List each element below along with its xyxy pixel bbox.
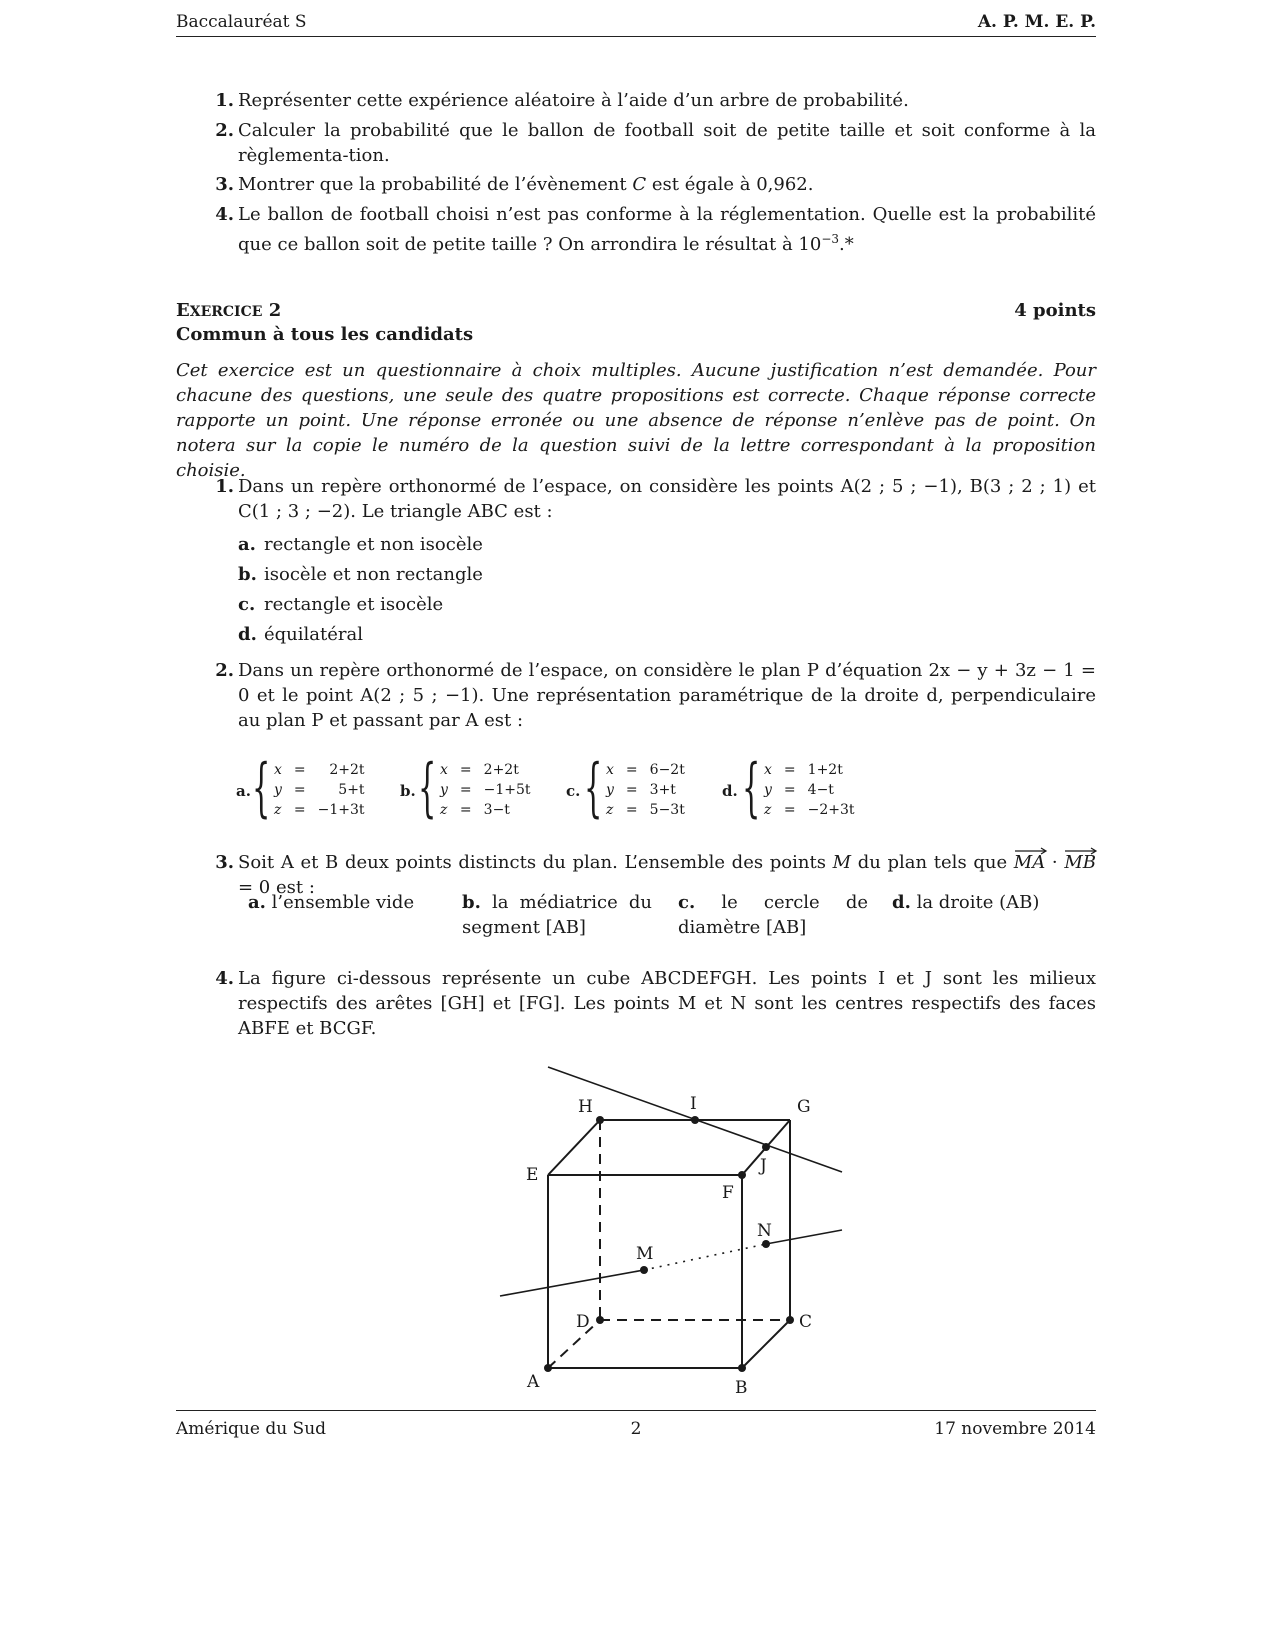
edge-AD	[548, 1320, 600, 1368]
q3-option-b: b. la médiatrice du segment [AB]	[462, 892, 652, 938]
page-footer	[176, 1410, 1096, 1441]
q2-system-c: c. { x = 6−2t y = 3+t z = 5−3t	[566, 751, 685, 825]
item-number: 2.	[215, 120, 234, 141]
q2-system-d: d. { x = 1+2t y = 4−t z = −2+3t	[722, 751, 855, 825]
label-A: A	[527, 1372, 540, 1392]
line-through-M	[500, 1270, 644, 1296]
label-C: C	[799, 1312, 813, 1332]
item-text: Montrer que la probabilité de l’évènement C est égale à 0,962.	[238, 174, 814, 195]
point-M	[640, 1266, 648, 1274]
point-A	[544, 1364, 552, 1372]
exercise-intro: Cet exercice est un questionnaire à choix multiples. Aucune justification n’est demandée. Pour chacune des questions, une seule des quatre propositions est correcte. Chaque réponse correcte rapporte un point. Une réponse erronée ou une absence de réponse n’enlève pas de point. On notera sur la copie le numéro de la question suivi de la lettre correspondant à la proposition choisie.	[176, 360, 1096, 481]
label-G: G	[797, 1097, 811, 1117]
point-B	[738, 1364, 746, 1372]
point-H	[596, 1116, 604, 1124]
edge-BC	[742, 1320, 790, 1368]
q1-option-c: c. rectangle et isocèle	[238, 594, 444, 615]
q3-option-a: a. l’ensemble vide	[248, 892, 415, 913]
exercise-title: EXERCICE 2	[176, 300, 282, 321]
point-J	[762, 1143, 770, 1151]
question-number: 3.	[215, 852, 234, 873]
exercise-points: 4 points	[1014, 300, 1096, 321]
question-text: Soit A et B deux points distincts du plan. L’ensemble des points M du plan tels que MA · MB = 0 est :	[238, 850, 1096, 900]
item-text: Le ballon de football choisi n’est pas conforme à la réglementation. Quelle est la probabilité que ce ballon soit de petite taille ? On arrondira le résultat à $10^{-3}.*$	[238, 204, 1096, 255]
question-text: La figure ci-dessous représente un cube ABCDEFGH. Les points I et J sont les milieux respectifs des arêtes [GH] et [FG]. Les points M et N sont les centres respectifs des faces ABFE et BCGF.	[238, 968, 1096, 1039]
item-text: Représenter cette expérience aléatoire à l’aide d’un arbre de probabilité.	[238, 90, 909, 111]
exercise-subtitle: Commun à tous les candidats	[176, 324, 474, 345]
item-text: Calculer la probabilité que le ballon de football soit de petite taille et soit conforme à la règlementa-tion.	[238, 120, 1096, 166]
point-I	[691, 1116, 699, 1124]
q1-option-b: b. isocèle et non rectangle	[238, 564, 483, 585]
q1-option-a: a. rectangle et non isocèle	[238, 534, 483, 555]
question-number: 1.	[215, 476, 234, 497]
item-number: 4.	[215, 204, 234, 225]
item-number: 3.	[215, 174, 234, 195]
footer-left: Amérique du Sud	[176, 1419, 327, 1439]
question-number: 4.	[215, 968, 234, 989]
point-F	[738, 1171, 746, 1179]
label-M: M	[636, 1244, 654, 1264]
label-I: I	[690, 1094, 697, 1114]
segment-MN	[644, 1244, 766, 1270]
edge-EH	[548, 1120, 600, 1175]
label-J: J	[760, 1156, 767, 1176]
label-F: F	[722, 1183, 734, 1203]
q2-system-b: b. { x = 2+2t y = −1+5t z = 3−t	[400, 751, 531, 825]
q3-option-d: d. la droite (AB)	[892, 892, 1040, 913]
point-N	[762, 1240, 770, 1248]
q1-option-d: d. équilatéral	[238, 624, 363, 645]
page-number: 2	[630, 1419, 642, 1439]
label-E: E	[526, 1165, 539, 1185]
point-C	[786, 1316, 794, 1324]
line-through-N	[766, 1230, 842, 1244]
label-B: B	[735, 1378, 748, 1398]
q2-system-a: a. { x = 2+2t y = 5+t z = −1+3t	[236, 751, 365, 825]
header-left: Baccalauréat S	[176, 12, 307, 32]
item-number: 1.	[215, 90, 234, 111]
label-D: D	[576, 1312, 590, 1332]
q3-option-c: c. le cercle de diamètre [AB]	[678, 892, 868, 938]
point-D	[596, 1316, 604, 1324]
label-H: H	[578, 1097, 593, 1117]
question-text: Dans un repère orthonormé de l’espace, on considère les points A(2 ; 5 ; −1), B(3 ; 2 ; 1) et C(1 ; 3 ; −2). Le triangle ABC est :	[238, 476, 1096, 522]
label-N: N	[757, 1221, 772, 1241]
question-text: Dans un repère orthonormé de l’espace, on considère le plan P d’équation 2x − y + 3z − 1 = 0 et le point A(2 ; 5 ; −1). Une représentation paramétrique de la droite d, perpendiculaire au plan P et passant par A est :	[238, 660, 1096, 731]
header-right: A. P. M. E. P.	[977, 12, 1096, 32]
footer-right: 17 novembre 2014	[934, 1419, 1096, 1439]
question-number: 2.	[215, 660, 234, 681]
